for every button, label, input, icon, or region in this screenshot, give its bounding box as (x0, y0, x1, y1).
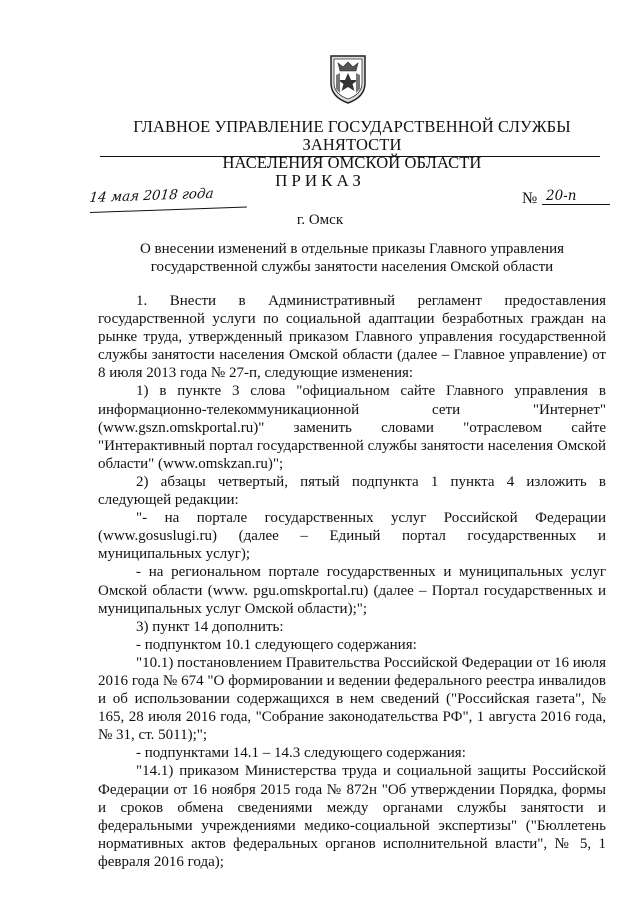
city: г. Омск (296, 212, 344, 228)
subject-line-1: О внесении изменений в отдельные приказы Главного управления (139, 241, 565, 257)
organization-name (96, 118, 608, 172)
paragraph: - подпунктами 14.1 – 14.3 следующего содержания: (136, 745, 466, 762)
paragraph: 1. Внести в Административный регламент предоставления государственной услуги по социальной адаптации безработных граждан на рынке труда, утвержденный приказом Главного управления государственной службы занятости населения Омской области (далее – Главное управление) от 8 июля 2013 года № 27-п, следующие изменения: (98, 293, 606, 382)
number-label: № (522, 190, 538, 207)
subject-line-2: государственной службы занятости населения Омской области (150, 259, 554, 275)
paragraph: "- на портале государственных услуг Российской Федерации (www.gosuslugi.ru) (далее – Единый портал государственных и муниципальных услуг); (98, 510, 606, 563)
coat-of-arms-icon (328, 53, 368, 105)
header-divider (100, 156, 600, 157)
paragraph: - на региональном портале государственных и муниципальных услуг Омской области (www. pgu.omskportal.ru) (далее – Портал государственных и муниципальных услуг Омской области);"; (98, 564, 606, 617)
paragraph: 1) в пункте 3 слова "официальном сайте Главного управления в информационно-телекоммуникационной сети "Интернет" (www.gszn.omskportal.ru)" заменить словами "отраслевом сайте "Интерактивный портал государственной службы занятости населения Омской области" (www.omskzan.ru)"; (98, 383, 606, 472)
document-date (89, 185, 247, 213)
document-subject (96, 240, 608, 276)
paragraph: 3) пункт 14 дополнить: (136, 618, 284, 635)
document-date-text: 14 мая 2018 года (88, 185, 215, 207)
document-type: ПРИКАЗ (275, 171, 365, 190)
org-name-line-1: ГЛАВНОЕ УПРАВЛЕНИЕ ГОСУДАРСТВЕННОЙ СЛУЖБЫ ЗАНЯТОСТИ (133, 117, 571, 154)
paragraph: "14.1) приказом Министерства труда и социальной защиты Российской Федерации от 16 ноября 2015 года № 872н "Об утверждении Порядка, формы и сроков обмена сведениями между органами службы занятости и федеральными учреждениями медико-социальной экспертизы" ("Бюллетень нормативных актов федеральных органов исполнительной власти", № 5, 1 февраля 2016 года); (98, 763, 606, 870)
number-value: 20-п (542, 188, 610, 205)
paragraph: "10.1) постановлением Правительства Российской Федерации от 16 июля 2016 года № 674 "О формировании и ведении федерального реестра инвалидов и об использовании содержащихся в нем сведений ("Российская газета", № 165, 28 июля 2016 года, "Собрание законодательства РФ", 1 августа 2016 года, № 31, ст. 5011);"; (98, 654, 606, 744)
paragraph: - подпунктом 10.1 следующего содержания: (136, 636, 417, 653)
org-name-line-2: НАСЕЛЕНИЯ ОМСКОЙ ОБЛАСТИ (222, 153, 482, 172)
document-number (522, 188, 608, 210)
document-body (98, 292, 606, 871)
paragraph: 2) абзацы четвертый, пятый подпункта 1 пункта 4 изложить в следующей редакции: (98, 473, 606, 509)
